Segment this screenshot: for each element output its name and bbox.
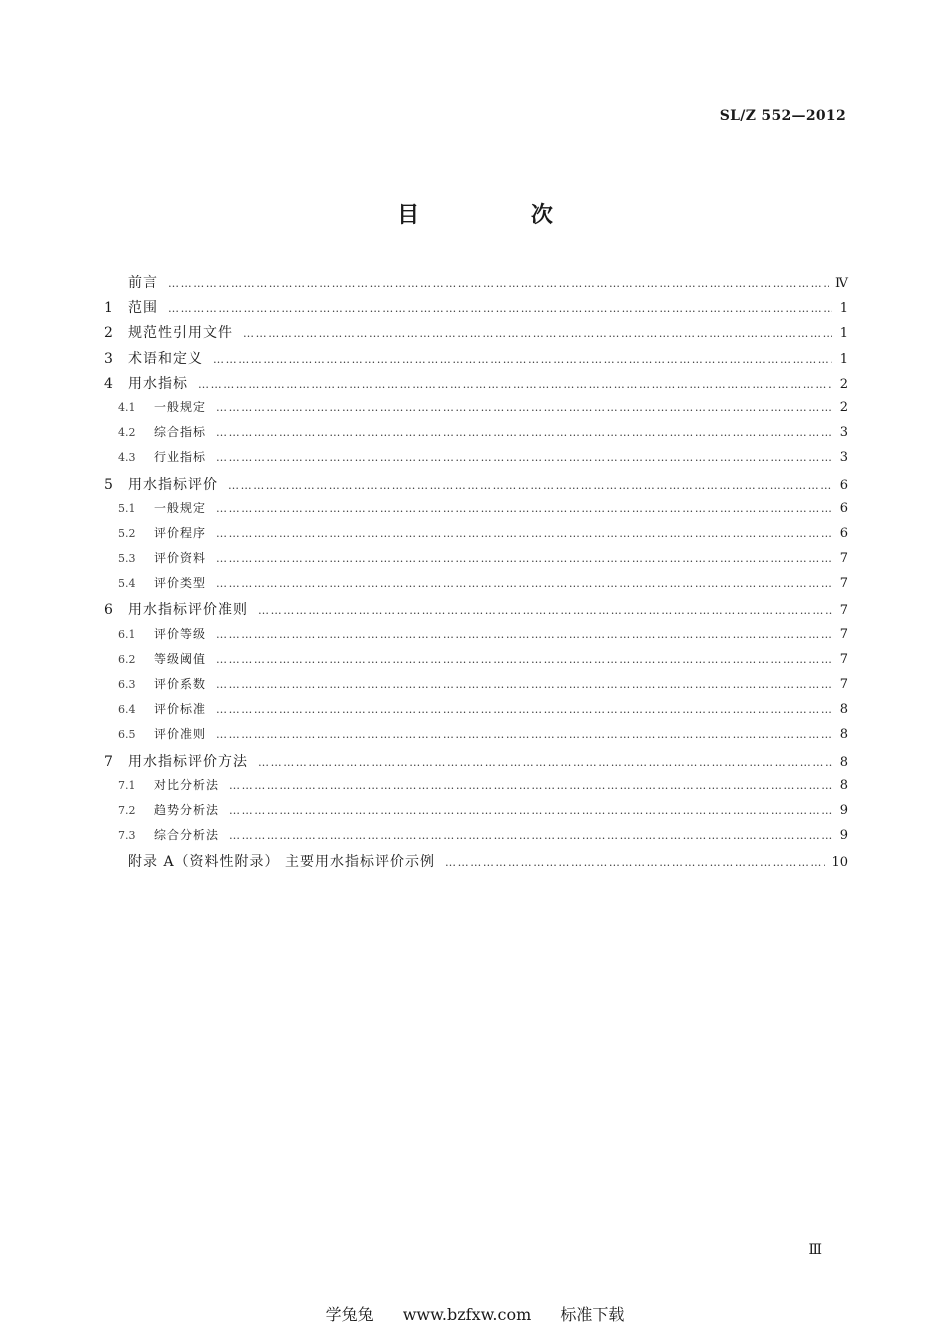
toc-entry-page: Ⅳ bbox=[835, 276, 848, 291]
toc-entry-number: 4 bbox=[104, 375, 113, 392]
leader-dots bbox=[228, 479, 832, 492]
footer-slogan: 标准下载 bbox=[560, 1305, 625, 1324]
toc-entry-page: 8 bbox=[839, 727, 848, 743]
leader-dots bbox=[168, 277, 829, 290]
page-title: 目 次 bbox=[397, 202, 605, 228]
toc-entry-page: 6 bbox=[839, 525, 848, 541]
toc-entry-page: 1 bbox=[839, 301, 848, 317]
page-number: Ⅲ bbox=[808, 1242, 822, 1258]
toc-entry-page: 8 bbox=[839, 754, 848, 770]
toc-entry[interactable] bbox=[104, 599, 848, 624]
leader-dots bbox=[229, 779, 832, 792]
toc-entry-page: 10 bbox=[831, 855, 848, 871]
toc-entry[interactable] bbox=[104, 625, 848, 650]
toc-entry-label: 等级阈值 bbox=[154, 651, 207, 666]
footer-url[interactable]: www.bzfxw.com bbox=[402, 1305, 532, 1324]
toc-entry[interactable] bbox=[104, 826, 848, 851]
leader-dots bbox=[216, 451, 832, 464]
leader-dots bbox=[216, 577, 832, 590]
toc-entry-number: 4.2 bbox=[118, 426, 136, 440]
toc-entry[interactable] bbox=[104, 574, 848, 599]
toc-entry-number: 3 bbox=[104, 350, 113, 367]
toc-entry[interactable] bbox=[104, 675, 848, 700]
toc-entry[interactable] bbox=[104, 650, 848, 675]
toc-entry-page: 8 bbox=[839, 702, 848, 718]
leader-dots bbox=[216, 728, 832, 741]
leader-dots bbox=[229, 829, 832, 842]
leader-dots bbox=[213, 353, 832, 366]
toc-entry-label: 一般规定 bbox=[154, 500, 207, 515]
toc-entry-label: 前言 bbox=[128, 275, 158, 291]
toc-entry[interactable] bbox=[104, 801, 848, 826]
toc-entry[interactable] bbox=[104, 549, 848, 574]
toc-entry-number: 6.5 bbox=[118, 728, 136, 742]
toc-entry[interactable] bbox=[104, 851, 848, 876]
toc-entry-number: 6.4 bbox=[118, 703, 136, 717]
toc-entry[interactable] bbox=[104, 373, 848, 398]
toc-entry[interactable] bbox=[104, 398, 848, 423]
toc-entry-label: 评价等级 bbox=[154, 626, 207, 641]
toc-entry-page: 7 bbox=[839, 551, 848, 567]
toc-entry[interactable] bbox=[104, 499, 848, 524]
toc-entry-label: 评价类型 bbox=[154, 576, 207, 591]
leader-dots bbox=[258, 756, 832, 769]
toc-entry-page: 7 bbox=[839, 651, 848, 667]
toc-entry-number: 5.1 bbox=[118, 501, 136, 515]
toc-entry-number: 6.2 bbox=[118, 652, 136, 666]
toc-entry[interactable] bbox=[104, 474, 848, 499]
toc-entry[interactable] bbox=[104, 348, 848, 373]
toc-entry-label: 术语和定义 bbox=[128, 350, 203, 367]
leader-dots bbox=[216, 552, 832, 565]
toc-entry-label: 综合分析法 bbox=[154, 828, 220, 843]
toc-entry[interactable] bbox=[104, 725, 848, 750]
leader-dots bbox=[216, 426, 832, 439]
toc-entry-page: 2 bbox=[839, 376, 848, 392]
toc-entry-number: 7.3 bbox=[118, 829, 136, 843]
leader-dots bbox=[216, 502, 832, 515]
leader-dots bbox=[168, 302, 832, 315]
toc-entry-label: 用水指标评价方法 bbox=[128, 753, 248, 770]
toc-entry-page: 6 bbox=[839, 477, 848, 493]
footer-site-name: 学兔兔 bbox=[325, 1305, 374, 1324]
toc-entry-label: 综合指标 bbox=[154, 425, 207, 440]
toc-entry-label: 评价标准 bbox=[154, 702, 207, 717]
toc-entry-page: 7 bbox=[839, 626, 848, 642]
toc-entry-label: 范围 bbox=[128, 300, 158, 317]
toc-entry[interactable] bbox=[104, 322, 848, 347]
leader-dots bbox=[216, 401, 832, 414]
toc-entry-number: 5.3 bbox=[118, 552, 136, 566]
toc-entry-label: 用水指标评价 bbox=[128, 476, 218, 493]
leader-dots bbox=[216, 678, 832, 691]
toc-entry-page: 6 bbox=[839, 500, 848, 516]
toc-entry-label: 趋势分析法 bbox=[154, 802, 220, 817]
leader-dots bbox=[198, 378, 832, 391]
toc-entry[interactable] bbox=[104, 423, 848, 448]
toc-entry-number: 6.1 bbox=[118, 627, 136, 641]
toc-entry-label: 评价程序 bbox=[154, 525, 207, 540]
toc-entry-label: 评价系数 bbox=[154, 677, 207, 691]
toc-entry-page: 9 bbox=[839, 828, 848, 844]
toc-entry-number: 1 bbox=[104, 300, 113, 317]
toc-entry[interactable] bbox=[104, 776, 848, 801]
toc-entry-page: 8 bbox=[839, 777, 848, 793]
toc-entry-label: 用水指标评价准则 bbox=[128, 602, 248, 619]
toc-entry-number: 7.1 bbox=[118, 778, 136, 792]
toc-entry-label: 用水指标 bbox=[128, 375, 188, 392]
table-of-contents bbox=[104, 272, 848, 877]
toc-entry[interactable] bbox=[104, 700, 848, 725]
toc-entry-number: 6 bbox=[104, 602, 113, 619]
leader-dots bbox=[216, 653, 832, 666]
toc-entry[interactable] bbox=[104, 751, 848, 776]
toc-entry-page: 3 bbox=[839, 425, 848, 441]
toc-entry-label: 对比分析法 bbox=[154, 777, 220, 792]
toc-entry-page: 1 bbox=[839, 351, 848, 367]
toc-entry-page: 1 bbox=[839, 326, 848, 342]
toc-entry-page: 2 bbox=[839, 399, 848, 415]
toc-entry-number: 5.4 bbox=[118, 577, 136, 591]
toc-entry-number: 5 bbox=[104, 476, 113, 493]
toc-entry-label: 规范性引用文件 bbox=[128, 325, 233, 342]
toc-entry-page: 7 bbox=[839, 677, 848, 692]
leader-dots bbox=[445, 856, 825, 869]
toc-entry[interactable] bbox=[104, 272, 848, 297]
toc-entry-number: 4.1 bbox=[118, 400, 136, 414]
toc-entry-number: 5.2 bbox=[118, 526, 136, 540]
toc-entry-label: 附录 A（资料性附录） 主要用水指标评价示例 bbox=[128, 854, 436, 871]
toc-entry-page: 9 bbox=[839, 802, 848, 818]
toc-entry[interactable] bbox=[104, 448, 848, 473]
toc-entry-page: 7 bbox=[839, 576, 848, 592]
toc-entry-number: 4.3 bbox=[118, 451, 136, 465]
toc-entry-number: 2 bbox=[104, 325, 113, 342]
leader-dots bbox=[216, 527, 832, 540]
toc-entry-number: 7 bbox=[104, 753, 113, 770]
toc-entry-label: 行业指标 bbox=[154, 450, 207, 465]
toc-entry-page: 7 bbox=[839, 603, 848, 619]
leader-dots bbox=[216, 628, 832, 641]
standard-code: SL/Z 552—2012 bbox=[719, 108, 846, 124]
toc-entry-page: 3 bbox=[839, 450, 848, 466]
leader-dots bbox=[216, 703, 832, 716]
toc-entry-number: 7.2 bbox=[118, 803, 136, 817]
toc-entry-label: 一般规定 bbox=[154, 399, 207, 414]
toc-entry[interactable] bbox=[104, 297, 848, 322]
footer bbox=[0, 1302, 950, 1325]
toc-entry-number: 6.3 bbox=[118, 678, 136, 691]
leader-dots bbox=[229, 804, 832, 817]
toc-entry-label: 评价准则 bbox=[154, 727, 207, 742]
leader-dots bbox=[258, 604, 832, 617]
toc-entry-label: 评价资料 bbox=[154, 551, 207, 566]
leader-dots bbox=[243, 327, 832, 340]
toc-entry[interactable] bbox=[104, 524, 848, 549]
